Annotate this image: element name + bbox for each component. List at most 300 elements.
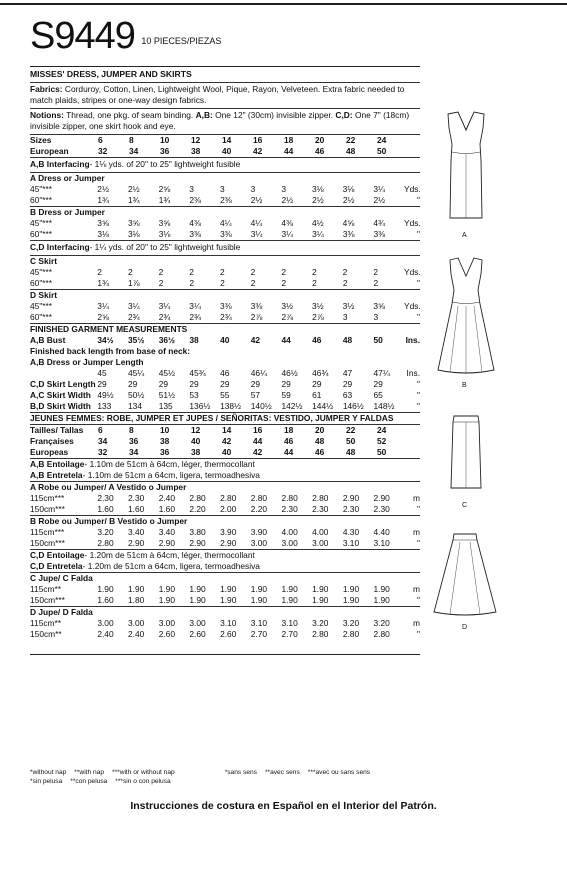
row-cell: 3.10 xyxy=(281,618,298,628)
row-cell: 1.80 xyxy=(128,595,145,605)
row-cell: 142½ xyxy=(281,401,303,411)
table-row xyxy=(30,504,420,515)
row-cell: 2½ xyxy=(127,184,140,194)
row-cell: 29 xyxy=(189,379,199,389)
fabrics-label: Fabrics: xyxy=(30,84,63,94)
row-cell: 3.20 xyxy=(312,618,329,628)
row-cell: 63 xyxy=(342,390,353,400)
row-cell: 42 xyxy=(250,335,261,345)
row-cell: 18 xyxy=(284,135,294,145)
d-skirt-title: D Skirt xyxy=(30,290,57,300)
row-cell: 3¼ xyxy=(373,184,385,194)
row-cell: 2 xyxy=(220,278,225,288)
row-cell: 42 xyxy=(253,146,263,156)
row-cell: 34 xyxy=(129,146,139,156)
table-row xyxy=(30,301,420,312)
row-cell: 2.30 xyxy=(373,504,390,514)
row-cell: 10 xyxy=(160,425,170,435)
row-cell: 3.00 xyxy=(189,618,206,628)
table-row xyxy=(30,584,420,595)
row-cell: 136½ xyxy=(189,401,211,411)
row-cell: 2.60 xyxy=(158,629,175,639)
french-title: JEUNES FEMMES: ROBE, JUMPER ET JUPES / SEÑORITAS: VESTIDO, JUMPER Y FALDAS xyxy=(30,413,394,423)
dress-a-drawing xyxy=(438,108,494,228)
interfacing-ab-text: - 1⅛ yds. of 20" to 25" lightweight fusible xyxy=(89,159,241,169)
row-cell: 1.90 xyxy=(189,584,206,594)
francaises-row xyxy=(30,436,420,447)
row-cell: 1⅞ xyxy=(128,278,140,288)
row-unit: m xyxy=(413,618,421,628)
row-cell: 45¼ xyxy=(128,368,145,378)
row-cell: 3 xyxy=(342,312,348,322)
row-label: 60"*** xyxy=(30,229,53,239)
row-cell: 2⅞ xyxy=(281,312,294,322)
footnote: **con pelusa xyxy=(70,778,108,785)
row-cell: 3.80 xyxy=(189,527,206,537)
row-cell: 2.40 xyxy=(128,629,145,639)
row-cell: 36 xyxy=(129,436,139,446)
row-unit: Ins. xyxy=(406,368,421,378)
table-row xyxy=(30,527,420,538)
cd-entretela xyxy=(30,561,420,572)
row-unit: Ins. xyxy=(405,335,421,345)
row-cell: 1.60 xyxy=(97,504,114,514)
row-unit: " xyxy=(417,538,421,548)
row-label: European xyxy=(30,146,69,156)
table-row xyxy=(30,629,420,640)
ab-entretela-label: A,B Entretela xyxy=(30,470,83,480)
row-cell: 3⅝ xyxy=(127,218,140,228)
row-cell: 3.00 xyxy=(97,618,114,628)
row-cell: 1¾ xyxy=(97,278,109,288)
row-label: Françaises xyxy=(30,436,74,446)
a-robe-title: A Robe ou Jumper/ A Vestido o Jumper xyxy=(30,482,187,492)
row-cell: 18 xyxy=(284,425,294,435)
footnotes-line-1 xyxy=(30,768,420,777)
table-row xyxy=(30,195,420,206)
footnote: *sin pelusa xyxy=(30,778,63,785)
ab-entretela xyxy=(30,470,420,481)
row-cell: 2 xyxy=(373,267,378,277)
row-cell: 2¾ xyxy=(220,312,232,322)
footnote: ***avec ou sans sens xyxy=(307,769,371,776)
row-cell: 3 xyxy=(219,184,225,194)
cd-entretela-label: C,D Entretela xyxy=(30,561,83,571)
row-cell: 2⅝ xyxy=(97,312,109,322)
row-cell: 1¾ xyxy=(158,195,171,205)
dress-length-title: A,B Dress or Jumper Length xyxy=(30,357,144,367)
row-cell: 46 xyxy=(315,146,325,156)
row-unit: " xyxy=(417,195,421,205)
row-unit: " xyxy=(417,229,421,239)
row-cell: 2.00 xyxy=(220,504,237,514)
fabrics-text xyxy=(30,83,420,108)
row-cell: 1¾ xyxy=(128,195,140,205)
row-cell: 1.90 xyxy=(220,584,237,594)
row-cell: 3 xyxy=(189,184,194,194)
row-cell: 2½ xyxy=(342,195,355,205)
row-cell: 2.30 xyxy=(312,504,329,514)
row-label: Sizes xyxy=(30,135,52,145)
row-cell: 10 xyxy=(160,135,170,145)
row-cell: 3⅛ xyxy=(128,229,140,239)
row-cell: 44 xyxy=(284,447,294,457)
c-jupe-title: C Jupe/ C Falda xyxy=(30,573,93,583)
ab-entoilage xyxy=(30,459,420,470)
row-cell: 2½ xyxy=(373,195,386,205)
figure-d-skirt-illustration xyxy=(432,530,498,620)
row-unit: Yds. xyxy=(404,301,421,311)
row-unit: m xyxy=(413,527,421,537)
interfacing-cd xyxy=(30,241,420,255)
row-cell: 134 xyxy=(128,401,142,411)
row-cell: 3⅜ xyxy=(373,229,386,239)
row-cell: 45¾ xyxy=(189,368,206,378)
row-cell: 1.90 xyxy=(158,595,175,605)
row-cell: 50½ xyxy=(128,390,145,400)
row-unit: " xyxy=(417,278,421,288)
european-sizes-row xyxy=(30,146,420,157)
row-cell: 2⅞ xyxy=(250,312,263,322)
row-cell: 50 xyxy=(377,447,387,457)
row-cell: 24 xyxy=(377,135,387,145)
row-cell: 22 xyxy=(346,135,356,145)
figure-b-label: B xyxy=(462,382,467,389)
row-cell: 2 xyxy=(311,267,317,277)
fabrics-list: Corduroy, Cotton, Linen, Lightweight Wool, Pique, Rayon, Velveteen. Extra fabric needed to match plaids, stripes or one-way design fabrics. xyxy=(30,84,405,105)
pattern-number: S9449 xyxy=(30,15,135,57)
interfacing-cd-text: - 1¼ yds. of 20" to 25" lightweight fusible xyxy=(89,242,241,252)
row-cell: 34½ xyxy=(97,335,114,345)
row-cell: 3⅝ xyxy=(158,218,171,228)
row-cell: 2.90 xyxy=(220,538,237,548)
row-cell: 59 xyxy=(281,390,291,400)
footnote: ***sin o con pelusa xyxy=(115,778,171,785)
row-cell: 2½ xyxy=(97,184,109,194)
row-cell: 3⅛ xyxy=(158,229,171,239)
row-cell: 4⅜ xyxy=(281,218,293,228)
row-cell: 133 xyxy=(97,401,112,411)
row-cell: 2.20 xyxy=(189,504,206,514)
row-cell: 2 xyxy=(189,278,195,288)
row-cell: 3¼ xyxy=(281,229,294,239)
row-cell: 2.80 xyxy=(312,629,329,639)
row-cell: 44 xyxy=(284,146,294,156)
row-cell: 3 xyxy=(373,312,379,322)
row-unit: " xyxy=(417,504,421,514)
table-row xyxy=(30,538,420,549)
b-robe-title: B Robe ou Jumper/ B Vestido o Jumper xyxy=(30,516,188,526)
row-cell: 32 xyxy=(98,447,108,457)
row-cell: 32 xyxy=(98,146,108,156)
row-cell: 36 xyxy=(160,146,170,156)
footnote: ***with or without nap xyxy=(112,769,175,776)
row-cell: 3 xyxy=(250,184,256,194)
row-label: 150cm*** xyxy=(30,595,65,605)
row-cell: 2 xyxy=(281,278,287,288)
row-cell: 3⅝ xyxy=(97,218,109,228)
row-cell: 2 xyxy=(250,278,256,288)
row-cell: 3½ xyxy=(342,301,355,311)
row-cell: 65 xyxy=(373,390,383,400)
row-cell: 2 xyxy=(97,267,102,277)
row-cell: 42 xyxy=(222,436,232,446)
row-cell: 46¼ xyxy=(250,368,268,378)
row-cell: 24 xyxy=(377,425,387,435)
row-cell: 1.90 xyxy=(342,595,360,605)
row-cell: 48 xyxy=(342,335,353,345)
row-cell: 2¾ xyxy=(128,312,140,322)
row-cell: 2.80 xyxy=(220,493,237,503)
row-cell: 35½ xyxy=(128,335,145,345)
row-cell: 2.80 xyxy=(342,629,360,639)
row-cell: 2.80 xyxy=(312,493,329,503)
row-cell: 4⅜ xyxy=(189,218,201,228)
cd-entoilage-text: - 1.20m de 51cm à 64cm, léger, thermocollant xyxy=(84,550,255,560)
pattern-header xyxy=(30,16,221,56)
table-row xyxy=(30,267,420,278)
d-jupe-table xyxy=(30,618,420,640)
row-label: 60"*** xyxy=(30,195,53,205)
row-cell: 1.60 xyxy=(128,504,145,514)
notions-ab-text: One 12" (30cm) invisible zipper. xyxy=(212,110,336,120)
row-cell: 3⅝ xyxy=(373,301,385,311)
row-cell: 2¾ xyxy=(189,312,202,322)
bd-skirt-width-row xyxy=(30,401,420,412)
row-cell: 48 xyxy=(346,447,356,457)
row-cell: 34 xyxy=(129,447,139,457)
table-row xyxy=(30,312,420,323)
footnote: **avec sens xyxy=(264,769,300,776)
row-cell: 3⅛ xyxy=(97,229,109,239)
row-cell: 2.40 xyxy=(158,493,175,503)
footnotes-line-2 xyxy=(30,777,420,786)
ac-skirt-width-row xyxy=(30,390,420,401)
row-cell: 49½ xyxy=(97,390,114,400)
row-cell: 48 xyxy=(346,146,356,156)
row-cell: 2.90 xyxy=(189,538,206,548)
notions-cd-text: One 7" (18cm) invisible zipper, one skirt hook and eye. xyxy=(30,110,410,131)
top-border-line xyxy=(0,3,567,5)
divider xyxy=(30,654,420,655)
row-cell: 2 xyxy=(250,267,256,277)
notions-general: Thread, one pkg. of seam binding. xyxy=(63,110,196,120)
dress-length-row xyxy=(30,368,420,379)
row-cell: 38 xyxy=(189,335,199,345)
row-cell: 14 xyxy=(222,135,232,145)
row-cell: 16 xyxy=(253,135,263,145)
row-cell: 1¾ xyxy=(97,195,109,205)
row-cell: 29 xyxy=(342,379,353,389)
interfacing-ab xyxy=(30,158,420,172)
row-cell: 40 xyxy=(220,335,230,345)
row-cell: 3.20 xyxy=(97,527,114,537)
row-cell: 51½ xyxy=(158,390,175,400)
row-cell: 2.90 xyxy=(158,538,175,548)
c-jupe-table xyxy=(30,584,420,606)
table-row xyxy=(30,618,420,629)
row-cell: 1.90 xyxy=(97,584,114,594)
tailles-row xyxy=(30,425,420,436)
row-cell: 3.10 xyxy=(250,618,268,628)
notions-ab-label: A,B: xyxy=(195,110,213,120)
europeas-row xyxy=(30,447,420,458)
row-cell: 46 xyxy=(220,368,230,378)
footnote: *without nap xyxy=(30,769,67,776)
row-unit: m xyxy=(413,584,421,594)
row-cell: 40 xyxy=(222,146,232,156)
row-cell: 2¾ xyxy=(158,312,171,322)
row-cell: 4.00 xyxy=(281,527,298,537)
row-label: Tailles/ Tallas xyxy=(30,425,84,435)
a-dress-table xyxy=(30,184,420,206)
row-cell: 1.90 xyxy=(189,595,206,605)
row-cell: 38 xyxy=(160,436,170,446)
row-cell: 1.90 xyxy=(373,595,390,605)
row-label: B,D Skirt Width xyxy=(30,401,91,411)
row-cell: 40 xyxy=(191,436,201,446)
row-cell: 138½ xyxy=(220,401,242,411)
cd-entretela-text: - 1.20m de 51cm a 64cm, ligera, termoadhesiva xyxy=(82,561,260,571)
row-cell: 1.90 xyxy=(342,584,360,594)
row-label: A,C Skirt Width xyxy=(30,390,91,400)
row-cell: 2 xyxy=(158,278,164,288)
row-cell: 3.90 xyxy=(250,527,268,537)
row-cell: 1.60 xyxy=(97,595,114,605)
row-cell: 2 xyxy=(312,278,317,288)
row-cell: 146½ xyxy=(342,401,364,411)
skirt-c-drawing xyxy=(446,412,486,492)
row-cell: 3⅜ xyxy=(219,301,232,311)
row-cell: 3½ xyxy=(281,301,293,311)
table-row xyxy=(30,218,420,229)
row-cell: 4¼ xyxy=(250,218,263,228)
back-length-title: Finished back length from base of neck: xyxy=(30,346,191,356)
row-cell: 2.60 xyxy=(189,629,206,639)
row-cell: 1.90 xyxy=(312,595,329,605)
row-cell: 1.90 xyxy=(373,584,390,594)
row-label: 60"*** xyxy=(30,278,53,288)
row-cell: 3.10 xyxy=(220,618,237,628)
figure-c-label: C xyxy=(462,502,468,509)
row-cell: 14 xyxy=(222,425,232,435)
row-cell: 2.90 xyxy=(373,493,390,503)
footnote: *sans sens xyxy=(224,769,257,776)
row-cell: 55 xyxy=(220,390,230,400)
sizes-row xyxy=(30,135,420,146)
row-cell: 1.60 xyxy=(158,504,175,514)
figure-a-dress-illustration xyxy=(438,108,494,228)
row-cell: 3.00 xyxy=(158,618,175,628)
row-cell: 29 xyxy=(97,379,107,389)
row-cell: 140½ xyxy=(250,401,272,411)
cd-entoilage-label: C,D Entoilage xyxy=(30,550,85,560)
notions-cd-label: C,D: xyxy=(335,110,353,120)
interfacing-ab-label: A,B Interfacing xyxy=(30,159,90,169)
row-cell: 3.00 xyxy=(312,538,329,548)
c-skirt-title: C Skirt xyxy=(30,256,57,266)
row-cell: 3⅛ xyxy=(311,184,324,194)
row-cell: 2.20 xyxy=(250,504,268,514)
row-cell: 1.90 xyxy=(312,584,329,594)
row-cell: 2.30 xyxy=(281,504,298,514)
pieces-count: 10 PIECES/PIEZAS xyxy=(141,36,222,46)
row-unit: " xyxy=(417,401,421,411)
d-jupe-title: D Jupe/ D Falda xyxy=(30,607,93,617)
row-cell: 3¼ xyxy=(127,301,140,311)
row-cell: 20 xyxy=(315,135,325,145)
row-cell: 29 xyxy=(158,379,169,389)
row-cell: 2.80 xyxy=(97,538,114,548)
row-label: 115cm** xyxy=(30,584,62,594)
b-dress-title: B Dress or Jumper xyxy=(30,207,105,217)
table-row xyxy=(30,595,420,606)
row-cell: 2⅜ xyxy=(220,195,232,205)
row-cell: 38 xyxy=(191,447,201,457)
row-cell: 3¼ xyxy=(312,229,324,239)
row-cell: 4¾ xyxy=(373,218,385,228)
row-cell: 1.90 xyxy=(250,584,268,594)
row-cell: 20 xyxy=(315,425,325,435)
row-cell: 45½ xyxy=(158,368,175,378)
row-cell: 1.90 xyxy=(128,584,145,594)
row-cell: 8 xyxy=(129,425,134,435)
row-cell: 4⅝ xyxy=(342,218,355,228)
row-cell: 16 xyxy=(253,425,263,435)
row-cell: 2.40 xyxy=(97,629,114,639)
row-cell: 29 xyxy=(312,379,322,389)
row-cell: 3.40 xyxy=(128,527,145,537)
row-cell: 29 xyxy=(128,379,138,389)
row-label: 150cm** xyxy=(30,629,62,639)
row-cell: 2⅝ xyxy=(158,184,171,194)
row-cell: 38 xyxy=(191,146,201,156)
row-cell: 3.10 xyxy=(373,538,390,548)
row-cell: 3⅛ xyxy=(342,184,355,194)
row-cell: 36 xyxy=(160,447,170,457)
row-cell: 57 xyxy=(250,390,261,400)
row-unit: " xyxy=(417,629,421,639)
row-cell: 2½ xyxy=(281,195,294,205)
row-cell: 4.30 xyxy=(342,527,360,537)
ab-entoilage-text: - 1.10m de 51cm à 64cm, léger, thermocollant xyxy=(84,459,255,469)
row-cell: 2.30 xyxy=(128,493,145,503)
row-cell: 53 xyxy=(189,390,199,400)
row-cell: 50 xyxy=(377,146,387,156)
figure-a-label: A xyxy=(462,232,467,239)
skirt-length-row xyxy=(30,379,420,390)
row-cell: 2.80 xyxy=(281,493,298,503)
row-cell: 2 xyxy=(373,278,379,288)
pattern-subtitle: MISSES' DRESS, JUMPER AND SKIRTS xyxy=(30,69,192,79)
pattern-back-content xyxy=(30,66,420,655)
b-dress-table xyxy=(30,218,420,240)
row-cell: 3.10 xyxy=(342,538,360,548)
row-cell: 2.60 xyxy=(220,629,237,639)
row-cell: 36½ xyxy=(158,335,175,345)
row-cell: 50 xyxy=(346,436,356,446)
row-label xyxy=(30,368,97,379)
ab-entoilage-label: A,B Entoilage xyxy=(30,459,85,469)
row-cell: 40 xyxy=(222,447,232,457)
row-cell: 45 xyxy=(97,368,107,378)
spanish-instructions-note: Instrucciones de costura en Español en el Interior del Patrón. xyxy=(130,800,437,812)
row-cell: 3⅜ xyxy=(220,229,232,239)
row-cell: 2.90 xyxy=(342,493,360,503)
finished-title: FINISHED GARMENT MEASUREMENTS xyxy=(30,324,188,334)
row-cell: 4¼ xyxy=(219,218,232,228)
row-cell: 46 xyxy=(315,447,325,457)
